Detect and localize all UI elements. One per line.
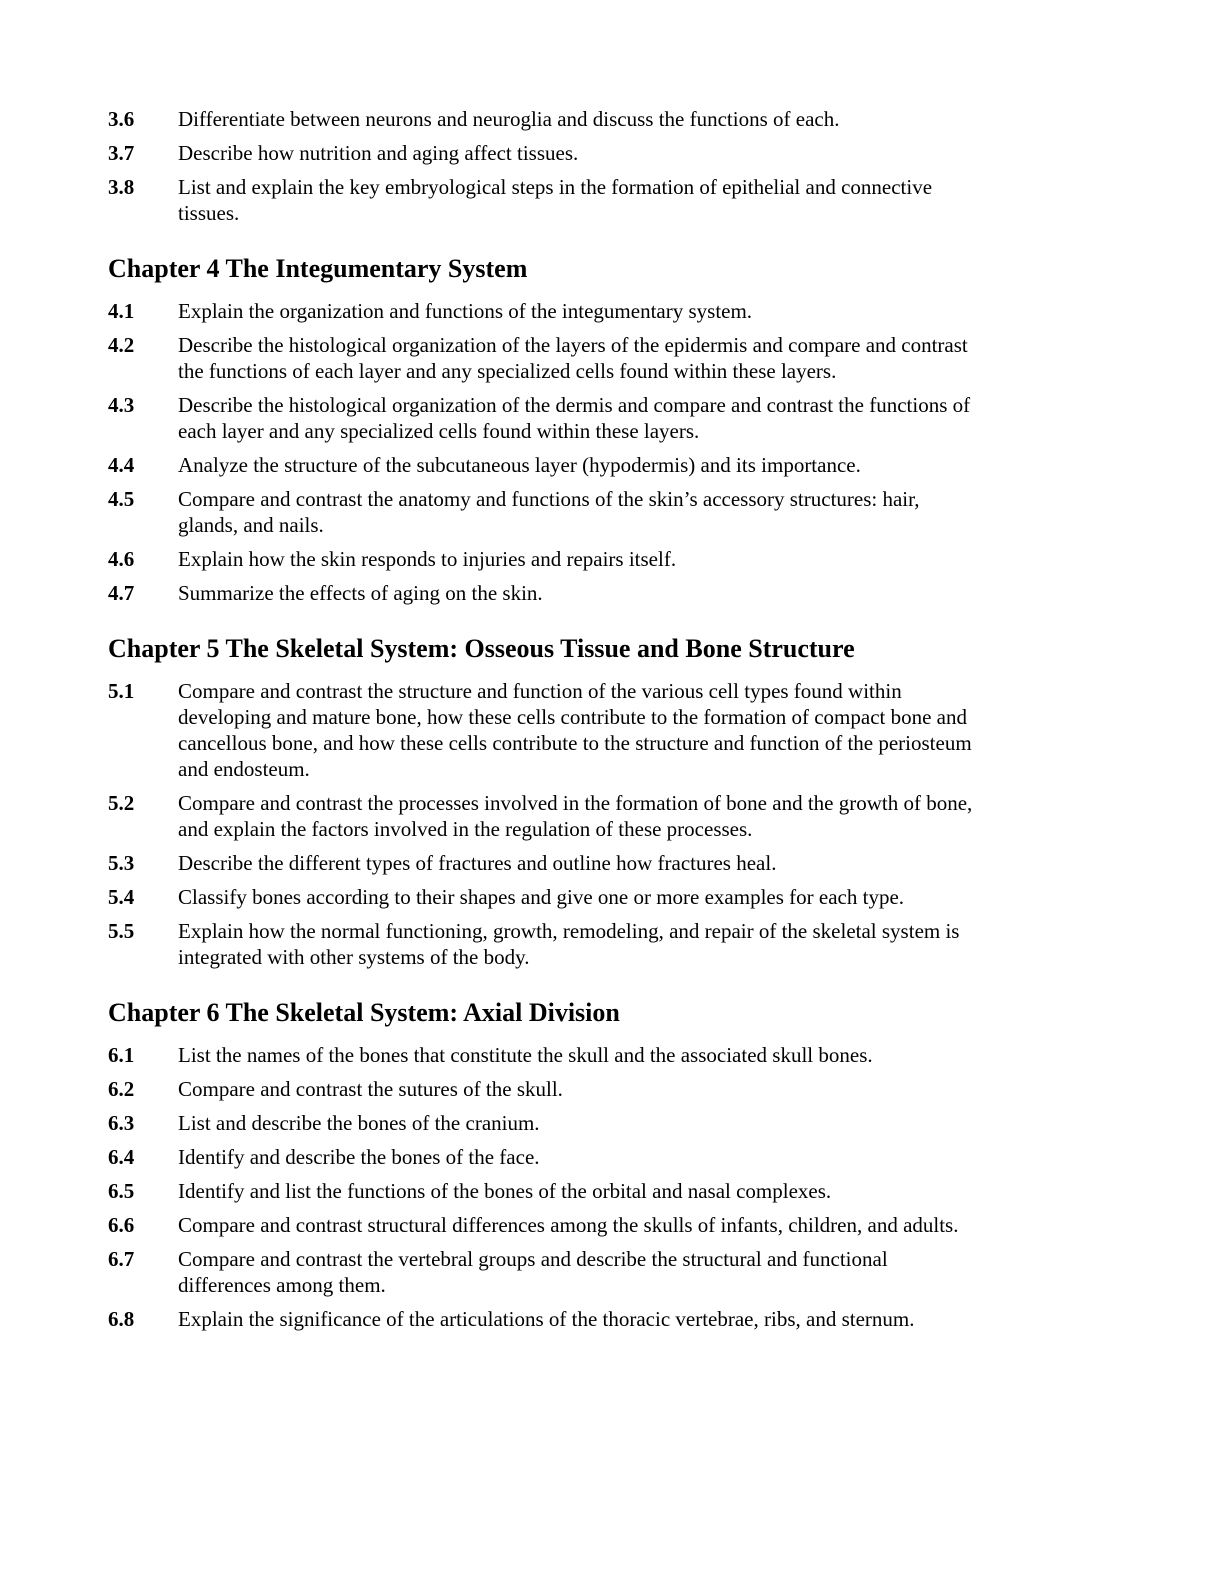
objective-number: 3.6 <box>108 107 135 131</box>
objective-text: Describe the different types of fractures and outline how fractures heal. <box>178 851 777 875</box>
objective-text: Explain the significance of the articulations of the thoracic vertebrae, ribs, and sternum. <box>178 1307 915 1331</box>
objective-number: 4.3 <box>108 393 135 417</box>
objective-item <box>108 580 988 606</box>
objective-number: 3.7 <box>108 141 135 165</box>
objective-item <box>108 332 988 384</box>
objective-number: 5.1 <box>108 679 135 703</box>
objective-number: 6.7 <box>108 1247 135 1271</box>
objective-item <box>108 884 988 910</box>
objective-number: 6.1 <box>108 1043 135 1067</box>
objective-text: Compare and contrast structural differences among the skulls of infants, children, and adults. <box>178 1213 959 1237</box>
objective-text: Classify bones according to their shapes and give one or more examples for each type. <box>178 885 905 909</box>
objective-text: Compare and contrast the anatomy and functions of the skin’s accessory structures: hair, glands, and nails. <box>178 487 920 537</box>
objective-number: 5.5 <box>108 919 135 943</box>
objective-number: 4.6 <box>108 547 135 571</box>
objective-text: Describe the histological organization of the dermis and compare and contrast the functions of each layer and any specialized cells found within these layers. <box>178 393 971 443</box>
chapter-title: Chapter 4 The Integumentary System <box>108 254 528 283</box>
objective-item <box>108 1076 988 1102</box>
objective-item <box>108 392 988 444</box>
objective-text: Compare and contrast the processes involved in the formation of bone and the growth of bone, and explain the factors involved in the regulation of these processes. <box>178 791 973 841</box>
chapter-title: Chapter 5 The Skeletal System: Osseous Tissue and Bone Structure <box>108 634 855 663</box>
objective-item <box>108 1042 988 1068</box>
objective-item <box>108 486 988 538</box>
document-page <box>108 106 988 1340</box>
objective-text: Identify and list the functions of the bones of the orbital and nasal complexes. <box>178 1179 832 1203</box>
objective-number: 4.2 <box>108 333 135 357</box>
objective-number: 4.7 <box>108 581 135 605</box>
objective-item <box>108 1246 988 1298</box>
objective-item <box>108 1144 988 1170</box>
objective-number: 5.3 <box>108 851 135 875</box>
objective-item <box>108 546 988 572</box>
objective-item <box>108 1110 988 1136</box>
objective-number: 6.2 <box>108 1077 135 1101</box>
objective-text: Describe the histological organization of the layers of the epidermis and compare and contrast the functions of each layer and any specialized cells found within these layers. <box>178 333 968 383</box>
objective-number: 5.2 <box>108 791 135 815</box>
objective-item <box>108 1178 988 1204</box>
objective-item <box>108 174 988 226</box>
objective-text: List and explain the key embryological steps in the formation of epithelial and connective tissues. <box>178 175 933 225</box>
objective-text: Explain how the normal functioning, growth, remodeling, and repair of the skeletal system is integrated with other systems of the body. <box>178 919 960 969</box>
objective-item <box>108 678 988 782</box>
objective-number: 6.3 <box>108 1111 135 1135</box>
objective-item <box>108 918 988 970</box>
objective-text: Analyze the structure of the subcutaneous layer (hypodermis) and its importance. <box>178 453 861 477</box>
objective-number: 6.5 <box>108 1179 135 1203</box>
objective-text: Identify and describe the bones of the face. <box>178 1145 540 1169</box>
chapter-4-section <box>108 254 988 606</box>
objective-item <box>108 850 988 876</box>
objective-text: Explain how the skin responds to injuries and repairs itself. <box>178 547 677 571</box>
intro-section <box>108 106 988 226</box>
objective-number: 6.8 <box>108 1307 135 1331</box>
objective-number: 4.4 <box>108 453 135 477</box>
objective-text: Describe how nutrition and aging affect tissues. <box>178 141 579 165</box>
objective-item <box>108 1212 988 1238</box>
objective-number: 4.5 <box>108 487 135 511</box>
objective-text: Summarize the effects of aging on the skin. <box>178 581 543 605</box>
chapter-5-section <box>108 634 988 970</box>
objective-number: 5.4 <box>108 885 135 909</box>
objective-text: Compare and contrast the sutures of the skull. <box>178 1077 563 1101</box>
objective-number: 6.4 <box>108 1145 135 1169</box>
objective-item <box>108 106 988 132</box>
objective-number: 3.8 <box>108 175 135 199</box>
objective-text: Differentiate between neurons and neuroglia and discuss the functions of each. <box>178 107 840 131</box>
objective-item <box>108 140 988 166</box>
objective-number: 4.1 <box>108 299 135 323</box>
objective-text: Compare and contrast the vertebral groups and describe the structural and functional differences among them. <box>178 1247 888 1297</box>
objective-text: List the names of the bones that constitute the skull and the associated skull bones. <box>178 1043 873 1067</box>
objective-item <box>108 452 988 478</box>
objective-item <box>108 1306 988 1332</box>
chapter-title: Chapter 6 The Skeletal System: Axial Division <box>108 998 620 1027</box>
objective-number: 6.6 <box>108 1213 135 1237</box>
chapter-6-section <box>108 998 988 1332</box>
objective-text: Explain the organization and functions of the integumentary system. <box>178 299 753 323</box>
objective-item <box>108 298 988 324</box>
objective-text: List and describe the bones of the cranium. <box>178 1111 540 1135</box>
objective-text: Compare and contrast the structure and function of the various cell types found within developing and mature bone, how these cells contribute to the formation of compact bone and cancellous bone, and how these cells contribute to the structure and function of the periosteum and endosteum. <box>178 679 972 781</box>
objective-item <box>108 790 988 842</box>
